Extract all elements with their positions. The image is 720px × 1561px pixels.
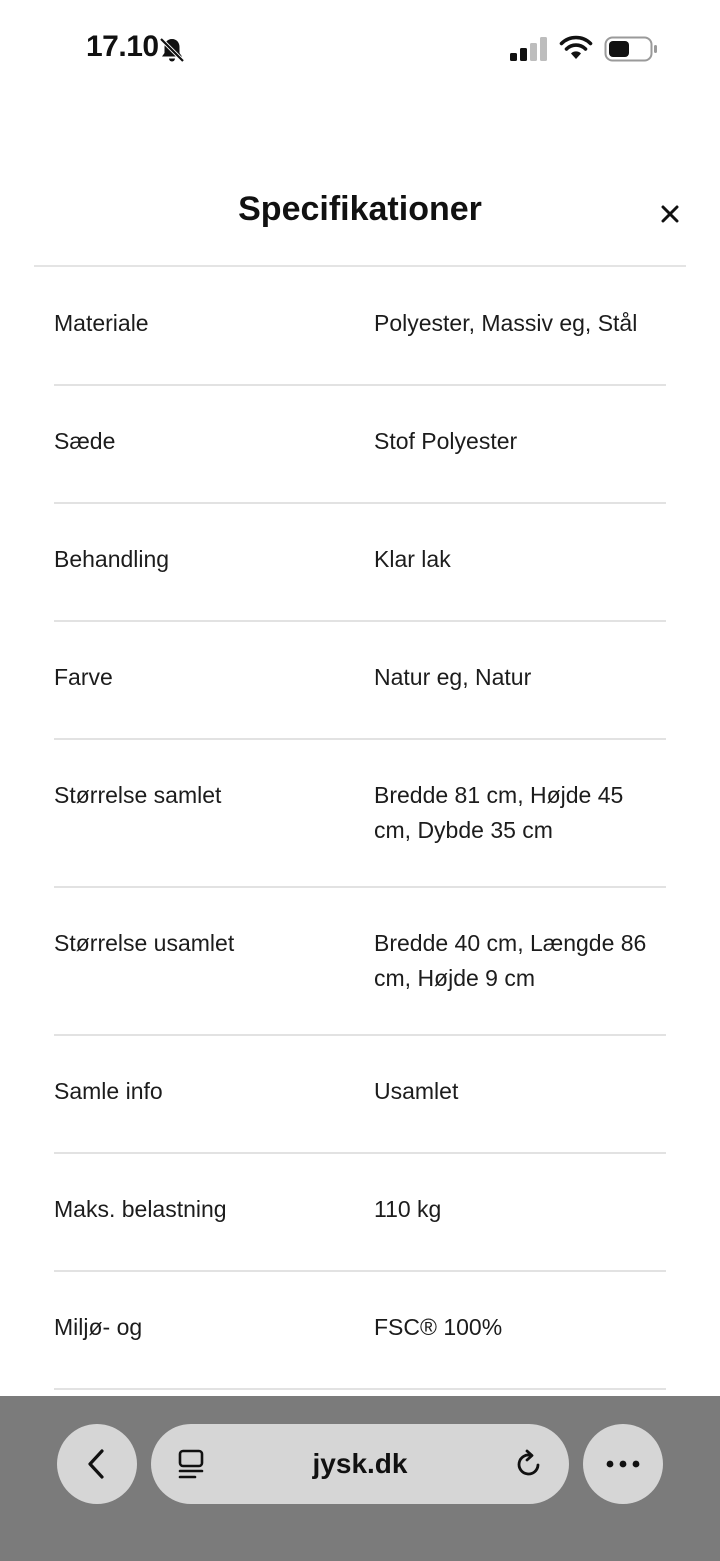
spec-value: Polyester, Massiv eg, Stål [374, 310, 638, 336]
spec-list [54, 268, 666, 1390]
spec-row-stoerrelse-samlet [54, 740, 666, 888]
spec-row-materiale [54, 268, 666, 386]
address-bar[interactable] [151, 1424, 569, 1504]
spec-row-maks-belastning [54, 1154, 666, 1272]
browser-toolbar [0, 1396, 720, 1561]
spec-label: Sæde [54, 428, 116, 454]
spec-row-saede [54, 386, 666, 504]
spec-row-miljoe [54, 1272, 666, 1390]
status-bar [0, 0, 720, 100]
cellular-signal-icon [510, 37, 548, 61]
spec-label: Størrelse samlet [54, 782, 222, 808]
modal-header [34, 190, 686, 229]
spec-value: Bredde 81 cm, Højde 45 cm, Dybde 35 cm [374, 782, 624, 843]
spec-row-samle-info [54, 1036, 666, 1154]
spec-label: Samle info [54, 1078, 163, 1104]
page-title: Specifikationer [238, 190, 482, 228]
spec-value: Bredde 40 cm, Længde 86 cm, Højde 9 cm [374, 930, 647, 991]
header-divider [34, 265, 686, 267]
spec-value: Stof Polyester [374, 428, 518, 454]
spec-label: Maks. belastning [54, 1196, 227, 1222]
close-button[interactable] [652, 196, 688, 232]
spec-label: Farve [54, 664, 113, 690]
spec-value: FSC® 100% [374, 1314, 503, 1340]
status-time: 17.10 [86, 30, 159, 63]
spec-label: Miljø- og [54, 1314, 143, 1340]
back-button[interactable] [57, 1424, 137, 1504]
spec-row-farve [54, 622, 666, 740]
spec-value: Usamlet [374, 1078, 459, 1104]
spec-label: Størrelse usamlet [54, 930, 235, 956]
more-icon [605, 1459, 641, 1469]
spec-value: 110 kg [374, 1196, 442, 1222]
spec-label: Behandling [54, 546, 170, 572]
spec-value: Klar lak [374, 546, 451, 572]
spec-label: Materiale [54, 310, 149, 336]
spec-row-stoerrelse-usamlet [54, 888, 666, 1036]
url-text: jysk.dk [312, 1448, 408, 1479]
close-icon [661, 205, 679, 223]
more-button[interactable] [583, 1424, 663, 1504]
wifi-icon [558, 35, 594, 61]
spec-row-behandling [54, 504, 666, 622]
reload-icon[interactable] [513, 1448, 545, 1480]
battery-icon [604, 36, 658, 62]
bell-muted-icon [158, 36, 186, 64]
back-chevron-icon [84, 1447, 110, 1481]
spec-value: Natur eg, Natur [374, 664, 532, 690]
